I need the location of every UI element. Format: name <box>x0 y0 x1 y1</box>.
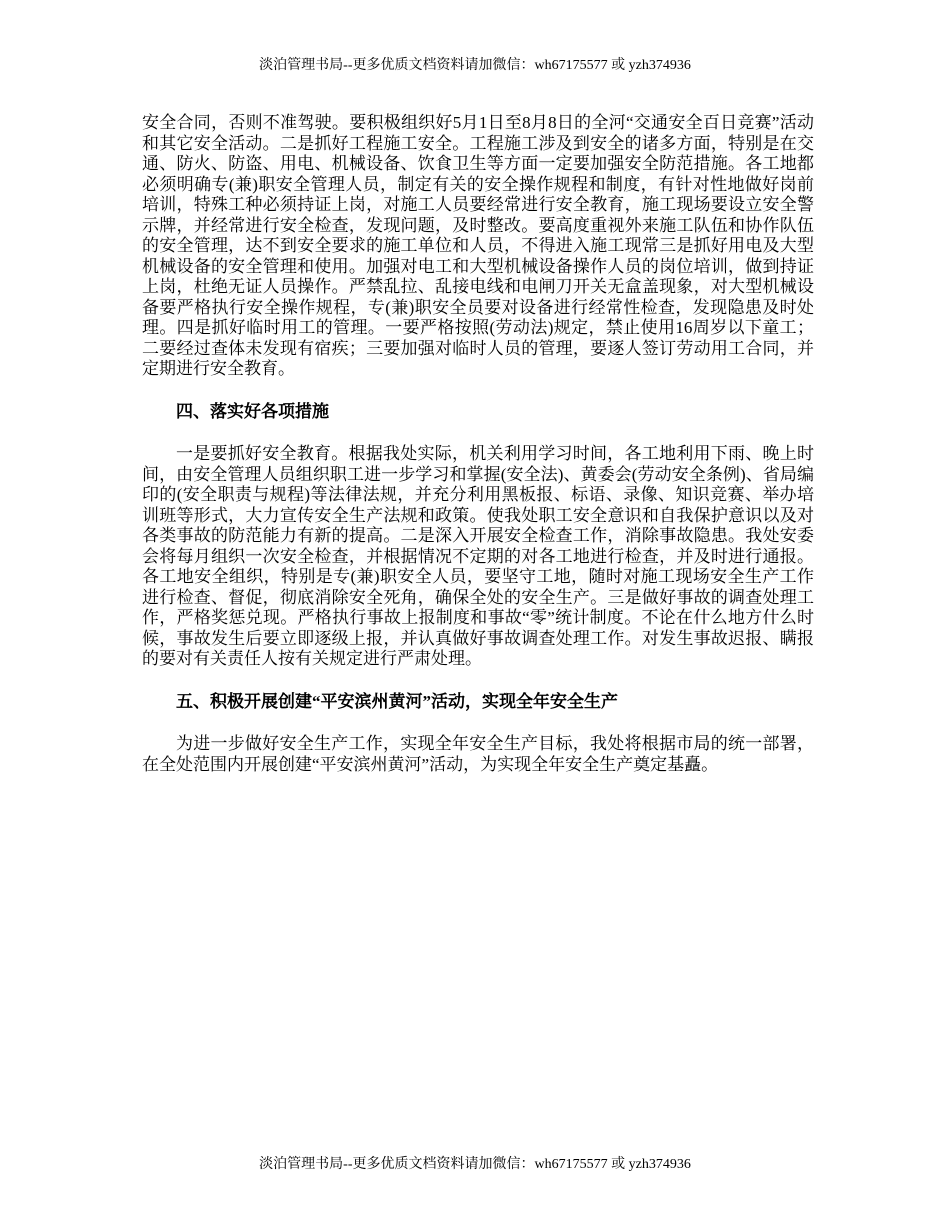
page-header: 淡泊管理书局--更多优质文档资料请加微信：wh67175577 或 yzh374936 <box>259 58 691 73</box>
section-heading-5: 五、积极开展创建“平安滨州黄河”活动，实现全年安全生产 <box>176 691 618 711</box>
section-5-paragraph: 为进一步做好安全生产工作，实现全年安全生产目标，我处将根据市局的统一部署，在全处范围内开展创建“平安滨州黄河”活动，为实现全年安全生产奠定基矗。 <box>142 734 814 774</box>
paragraph-continuation: 安全合同，否则不准驾驶。要积极组织好5月1日至8月8日的全河“交通安全百日竞赛”活动和其它安全活动。二是抓好工程施工安全。工程施工涉及到安全的诸多方面，特别是在交通、防火、防盗、用电、机械设备、饮食卫生等方面一定要加强安全防范措施。各工地都必须明确专(兼)职安全管理人员，制定有关的安全操作规程和制度，有针对性地做好岗前培训，特殊工种必须持证上岗，对施工人员要经常进行安全教育，施工现场要设立安全警示牌，并经常进行安全检查，发现问题，及时整改。要高度重视外来施工队伍和协作队伍的安全管理，达不到安全要求的施工单位和人员，不得进入施工现常三是抓好用电及大型机械设备的安全管理和使用。加强对电工和大型机械设备操作人员的岗位培训，做到持证上岗，杜绝无证人员操作。严禁乱拉、乱接电线和电闸刀开关无盒盖现象，对大型机械设备要严格执行安全操作规程，专(兼)职安全员要对设备进行经常性检查，发现隐患及时处理。四是抓好临时用工的管理。一要严格按照(劳动法)规定，禁止使用16周岁以下童工；二要经过查体未发现有宿疾；三要加强对临时人员的管理，要逐人签订劳动用工合同，并定期进行安全教育。 <box>142 113 814 378</box>
section-4-paragraph: 一是要抓好安全教育。根据我处实际，机关利用学习时间，各工地利用下雨、晚上时间，由安全管理人员组织职工进一步学习和掌握(安全法)、黄委会(劳动安全条例)、省局编印的(安全职责与规程)等法律法规，并充分利用黑板报、标语、录像、知识竞赛、举办培训班等形式，大力宣传安全生产法规和政策。使我处职工安全意识和自我保护意识以及对各类事故的防范能力有新的提高。二是深入开展安全检查工作，消除事故隐患。我处安委会将每月组织一次安全检查，并根据情况不定期的对各工地进行检查，并及时进行通报。各工地安全组织，特别是专(兼)职安全人员，要坚守工地，随时对施工现场安全生产工作进行检查、督促，彻底消除安全死角，确保全处的安全生产。三是做好事故的调查处理工作，严格奖惩兑现。严格执行事故上报制度和事故“零”统计制度。不论在什么地方什么时候，事故发生后要立即逐级上报，并认真做好事故调查处理工作。对发生事故迟报、瞒报的要对有关责任人按有关规定进行严肃处理。 <box>142 444 814 668</box>
section-heading-4: 四、落实好各项措施 <box>176 401 329 421</box>
document-body <box>142 113 814 775</box>
page-footer: 淡泊管理书局--更多优质文档资料请加微信：wh67175577 或 yzh374936 <box>259 1157 691 1172</box>
